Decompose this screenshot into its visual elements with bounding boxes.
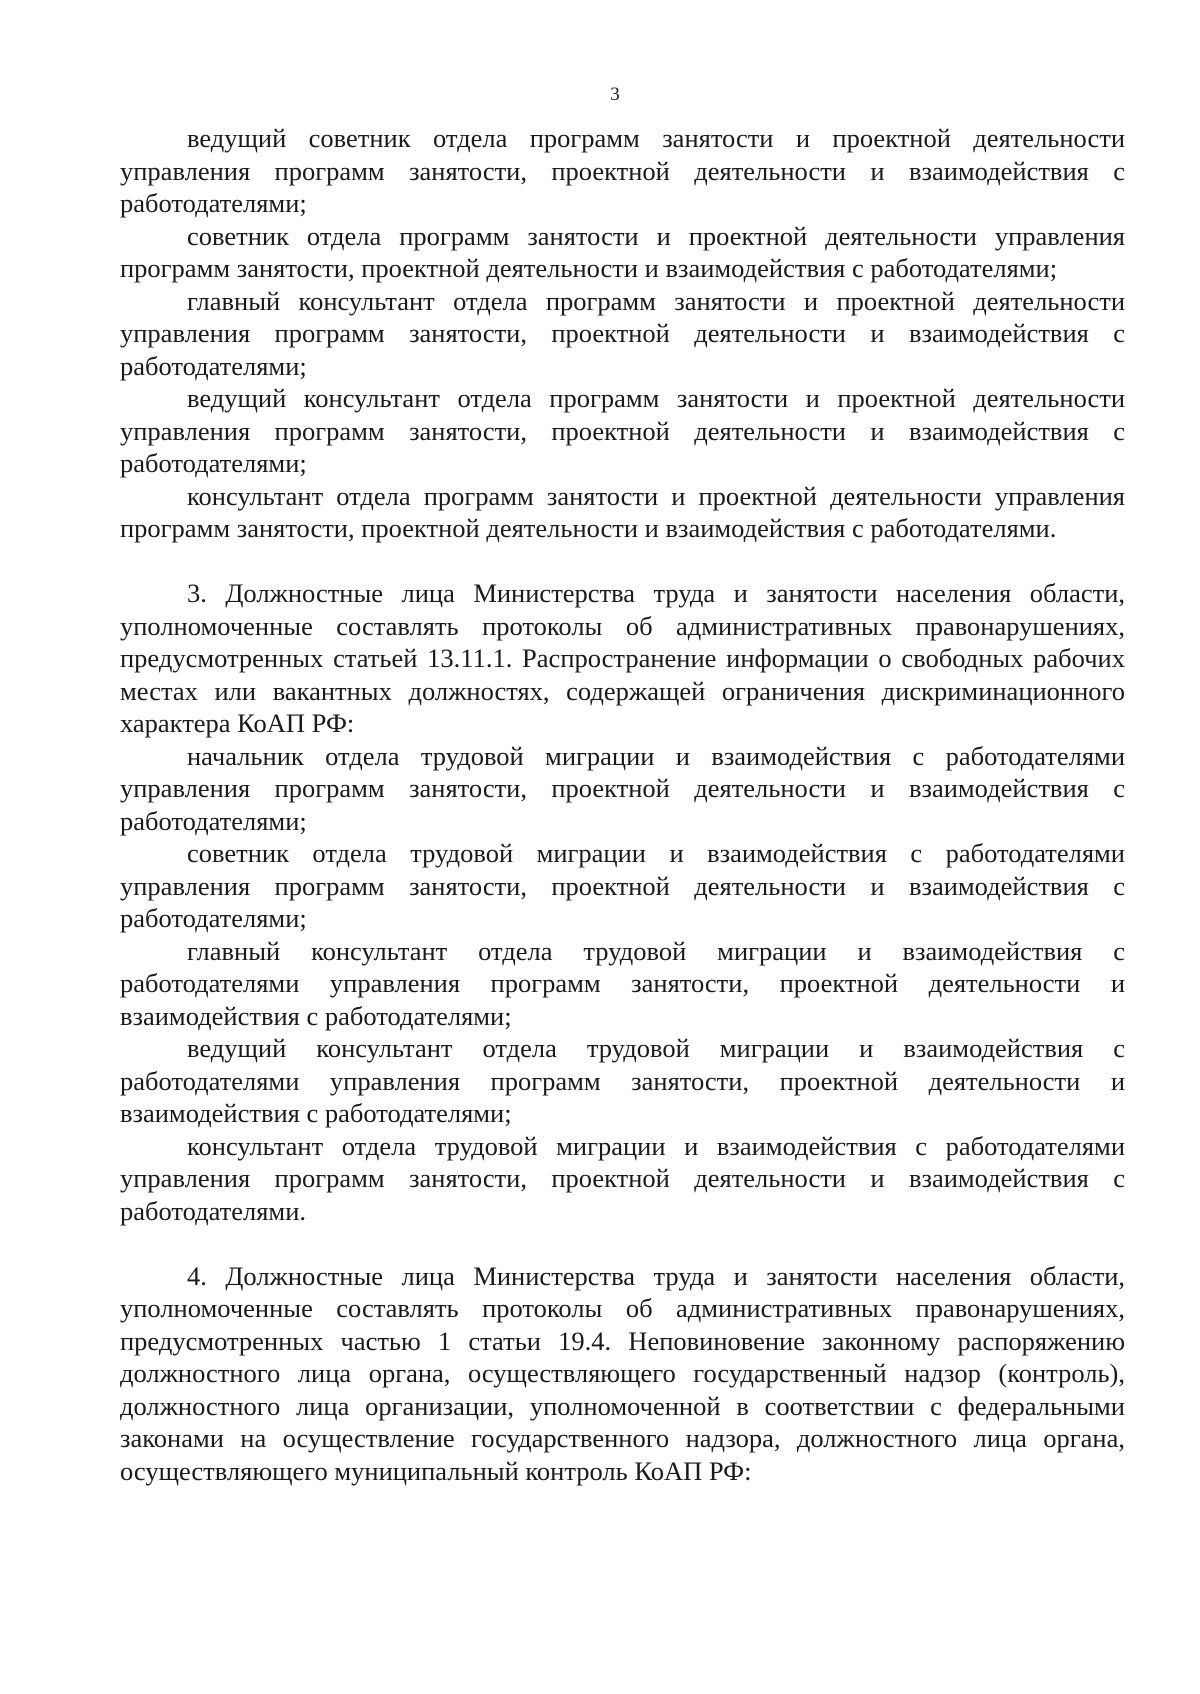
paragraph: советник отдела трудовой миграции и взаимодействия с работодателями управления программ занятости, проектной деятельности и взаимодействия с работодателями; [120,838,1125,933]
paragraph: консультант отдела трудовой миграции и взаимодействия с работодателями управления программ занятости, проектной деятельности и взаимодействия с работодателями. [120,1130,1125,1226]
section-4-heading-paragraph: 4. Должностные лица Министерства труда и занятости населения области, уполномоченные составлять протоколы об административных правонарушениях, предусмотренных частью 1 статьи 19.4. Неповиновение законному распоряжению должностного лица органа, осуществляющего государственный надзор (контроль), должностного лица организации, уполномоченной в соответствии с федеральными законами на осуществление государственного надзора, должностного лица органа, осуществляющего муниципальный контроль КоАП РФ: [120,1260,1125,1486]
paragraph: начальник отдела трудовой миграции и взаимодействия с работодателями управления программ занятости, проектной деятельности и взаимодействия с работодателями; [120,740,1125,836]
section-3-heading-paragraph: 3. Должностные лица Министерства труда и занятости населения области, уполномоченные составлять протоколы об административных правонарушениях, предусмотренных статьей 13.11.1. Распространение информации о свободных рабочих местах или вакантных должностях, содержащей ограничения дискриминационного характера КоАП РФ: [120,578,1125,738]
paragraph: ведущий советник отдела программ занятости и проектной деятельности управления программ занятости, проектной деятельности и взаимодействия с работодателями; [120,123,1125,218]
paragraph: ведущий консультант отдела трудовой миграции и взаимодействия с работодателями управления программ занятости, проектной деятельности и взаимодействия с работодателями; [120,1033,1125,1128]
page-number: 3 [610,84,620,105]
paragraph: консультант отдела программ занятости и проектной деятельности управления программ занятости, проектной деятельности и взаимодействия с работодателями. [120,480,1125,543]
paragraph: советник отдела программ занятости и проектной деятельности управления программ занятости, проектной деятельности и взаимодействия с работодателями; [120,220,1125,283]
paragraph: главный консультант отдела программ занятости и проектной деятельности управления программ занятости, проектной деятельности и взаимодействия с работодателями; [120,285,1125,381]
document-body [120,122,1125,1487]
paragraph: главный консультант отдела трудовой миграции и взаимодействия с работодателями управления программ занятости, проектной деятельности и взаимодействия с работодателями; [120,935,1125,1031]
paragraph: ведущий консультант отдела программ занятости и проектной деятельности управления программ занятости, проектной деятельности и взаимодействия с работодателями; [120,383,1125,478]
